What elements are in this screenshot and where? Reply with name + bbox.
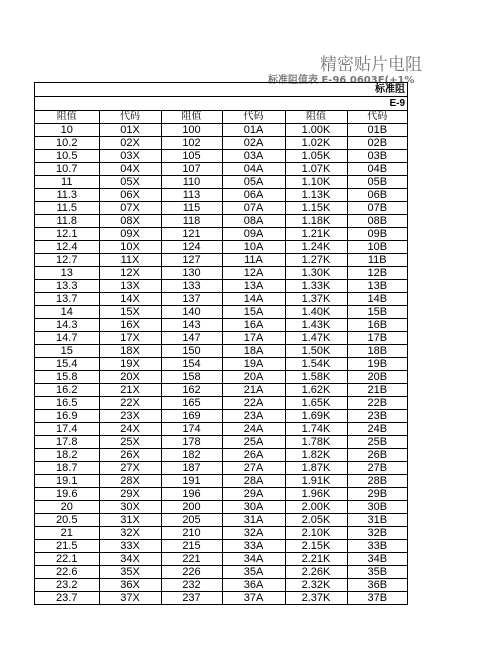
resistance-value-cell[interactable]: 11.5 xyxy=(35,202,99,215)
code-cell[interactable]: 12A xyxy=(222,267,285,280)
table-row xyxy=(35,267,407,280)
table-row xyxy=(35,423,407,436)
code-cell[interactable]: 14B xyxy=(347,293,407,306)
resistance-value-cell[interactable]: 200 xyxy=(161,501,222,514)
table-row xyxy=(35,293,407,306)
resistance-value-cell[interactable]: 143 xyxy=(161,319,222,332)
resistance-value-cell[interactable]: 232 xyxy=(161,579,222,592)
code-cell[interactable]: 09X xyxy=(99,228,161,241)
code-cell[interactable]: 10X xyxy=(99,241,161,254)
code-cell[interactable]: 01A xyxy=(222,124,285,137)
resistance-value-cell[interactable]: 1.37K xyxy=(285,293,347,306)
resistance-value-cell[interactable]: 107 xyxy=(161,163,222,176)
code-cell[interactable]: 25B xyxy=(347,436,407,449)
resistance-value-cell[interactable]: 1.58K xyxy=(285,371,347,384)
table-row xyxy=(35,137,407,150)
resistor-sheet xyxy=(34,82,408,605)
code-cell[interactable]: 18B xyxy=(347,345,407,358)
resistance-value-cell[interactable]: 1.74K xyxy=(285,423,347,436)
code-cell[interactable]: 20X xyxy=(99,371,161,384)
code-cell[interactable]: 12B xyxy=(347,267,407,280)
header-cell[interactable]: 代码 xyxy=(99,111,161,124)
resistance-value-cell[interactable]: 169 xyxy=(161,410,222,423)
table-row xyxy=(35,332,407,345)
resistance-value-cell[interactable]: 10 xyxy=(35,124,99,137)
resistance-value-cell[interactable]: 165 xyxy=(161,397,222,410)
resistance-value-cell[interactable]: 11.8 xyxy=(35,215,99,228)
code-cell[interactable]: 19X xyxy=(99,358,161,371)
code-cell[interactable]: 28B xyxy=(347,475,407,488)
resistance-value-cell[interactable]: 2.15K xyxy=(285,540,347,553)
resistance-value-cell[interactable]: 1.69K xyxy=(285,410,347,423)
resistance-value-cell[interactable]: 215 xyxy=(161,540,222,553)
code-cell[interactable]: 36A xyxy=(222,579,285,592)
table-row xyxy=(35,280,407,293)
resistance-value-cell[interactable]: 16.2 xyxy=(35,384,99,397)
code-cell[interactable]: 30B xyxy=(347,501,407,514)
code-cell[interactable]: 14X xyxy=(99,293,161,306)
code-cell[interactable]: 30X xyxy=(99,501,161,514)
table-row xyxy=(35,189,407,202)
resistance-value-cell[interactable]: 2.37K xyxy=(285,592,347,605)
resistance-value-cell[interactable]: 133 xyxy=(161,280,222,293)
resistance-value-cell[interactable]: 100 xyxy=(161,124,222,137)
resistance-value-cell[interactable]: 1.02K xyxy=(285,137,347,150)
code-cell[interactable]: 09A xyxy=(222,228,285,241)
table-row xyxy=(35,579,407,592)
resistance-value-cell[interactable]: 221 xyxy=(161,553,222,566)
resistance-value-cell[interactable]: 191 xyxy=(161,475,222,488)
code-cell[interactable]: 07A xyxy=(222,202,285,215)
resistance-value-cell[interactable]: 105 xyxy=(161,150,222,163)
resistance-value-cell[interactable]: 1.91K xyxy=(285,475,347,488)
resistance-value-cell[interactable]: 1.50K xyxy=(285,345,347,358)
code-cell[interactable]: 08B xyxy=(347,215,407,228)
resistance-value-cell[interactable]: 23.2 xyxy=(35,579,99,592)
resistance-value-cell[interactable]: 13.7 xyxy=(35,293,99,306)
code-cell[interactable]: 23A xyxy=(222,410,285,423)
code-cell[interactable]: 33X xyxy=(99,540,161,553)
resistance-value-cell[interactable]: 140 xyxy=(161,306,222,319)
code-cell[interactable]: 01X xyxy=(99,124,161,137)
resistance-value-cell[interactable]: 22.1 xyxy=(35,553,99,566)
resistance-value-cell[interactable]: 158 xyxy=(161,371,222,384)
code-cell[interactable]: 18A xyxy=(222,345,285,358)
code-cell[interactable]: 10B xyxy=(347,241,407,254)
code-cell[interactable]: 33B xyxy=(347,540,407,553)
code-cell[interactable]: 21B xyxy=(347,384,407,397)
code-cell[interactable]: 15B xyxy=(347,306,407,319)
resistance-value-cell[interactable]: 12.7 xyxy=(35,254,99,267)
resistance-value-cell[interactable]: 10.5 xyxy=(35,150,99,163)
resistance-value-cell[interactable]: 237 xyxy=(161,592,222,605)
table-row xyxy=(35,488,407,501)
resistance-value-cell[interactable]: 1.87K xyxy=(285,462,347,475)
code-cell[interactable]: 32B xyxy=(347,527,407,540)
code-cell[interactable]: 13B xyxy=(347,280,407,293)
code-cell[interactable]: 02B xyxy=(347,137,407,150)
resistance-value-cell[interactable]: 21.5 xyxy=(35,540,99,553)
code-cell[interactable]: 37X xyxy=(99,592,161,605)
resistance-value-cell[interactable]: 121 xyxy=(161,228,222,241)
resistance-value-cell[interactable]: 23.7 xyxy=(35,592,99,605)
table-row xyxy=(35,124,407,137)
resistance-value-cell[interactable]: 127 xyxy=(161,254,222,267)
code-cell[interactable]: 19B xyxy=(347,358,407,371)
code-cell[interactable]: 03X xyxy=(99,150,161,163)
resistance-value-cell[interactable]: 11.3 xyxy=(35,189,99,202)
table-row xyxy=(35,449,407,462)
code-cell[interactable]: 04A xyxy=(222,163,285,176)
table-row xyxy=(35,202,407,215)
code-cell[interactable]: 35B xyxy=(347,566,407,579)
resistance-value-cell[interactable]: 196 xyxy=(161,488,222,501)
resistance-value-cell[interactable]: 1.30K xyxy=(285,267,347,280)
code-cell[interactable]: 37B xyxy=(347,592,407,605)
resistance-value-cell[interactable]: 1.47K xyxy=(285,332,347,345)
code-cell[interactable]: 15X xyxy=(99,306,161,319)
resistance-value-cell[interactable]: 2.26K xyxy=(285,566,347,579)
table-row xyxy=(35,150,407,163)
code-cell[interactable]: 26X xyxy=(99,449,161,462)
resistance-value-cell[interactable]: 1.21K xyxy=(285,228,347,241)
code-cell[interactable]: 01B xyxy=(347,124,407,137)
resistance-value-cell[interactable]: 1.27K xyxy=(285,254,347,267)
code-cell[interactable]: 02X xyxy=(99,137,161,150)
page-title: 精密贴片电阻 xyxy=(320,55,422,75)
code-cell[interactable]: 31B xyxy=(347,514,407,527)
resistance-value-cell[interactable]: 14.7 xyxy=(35,332,99,345)
resistance-value-cell[interactable]: 1.96K xyxy=(285,488,347,501)
code-cell[interactable]: 10A xyxy=(222,241,285,254)
resistance-value-cell[interactable]: 174 xyxy=(161,423,222,436)
section-band-standard[interactable]: 标准阻 xyxy=(35,83,407,97)
code-cell[interactable]: 15A xyxy=(222,306,285,319)
code-cell[interactable]: 06B xyxy=(347,189,407,202)
resistance-value-cell[interactable]: 110 xyxy=(161,176,222,189)
code-cell[interactable]: 08X xyxy=(99,215,161,228)
resistance-value-cell[interactable]: 1.40K xyxy=(285,306,347,319)
table-row xyxy=(35,306,407,319)
resistance-value-cell[interactable]: 1.65K xyxy=(285,397,347,410)
code-cell[interactable]: 29A xyxy=(222,488,285,501)
resistance-value-cell[interactable]: 154 xyxy=(161,358,222,371)
code-cell[interactable]: 29B xyxy=(347,488,407,501)
code-cell[interactable]: 16X xyxy=(99,319,161,332)
resistance-value-cell[interactable]: 12.1 xyxy=(35,228,99,241)
code-cell[interactable]: 05A xyxy=(222,176,285,189)
code-cell[interactable]: 19A xyxy=(222,358,285,371)
table-row xyxy=(35,254,407,267)
resistance-value-cell[interactable]: 2.00K xyxy=(285,501,347,514)
code-cell[interactable]: 26B xyxy=(347,449,407,462)
resistance-value-cell[interactable]: 210 xyxy=(161,527,222,540)
resistance-value-cell[interactable]: 12.4 xyxy=(35,241,99,254)
code-cell[interactable]: 13X xyxy=(99,280,161,293)
resistance-value-cell[interactable]: 1.33K xyxy=(285,280,347,293)
code-cell[interactable]: 24X xyxy=(99,423,161,436)
resistance-value-cell[interactable]: 1.00K xyxy=(285,124,347,137)
resistance-value-cell[interactable]: 102 xyxy=(161,137,222,150)
section-band-series[interactable]: E-9 xyxy=(35,97,407,111)
resistance-value-cell[interactable]: 226 xyxy=(161,566,222,579)
table-row xyxy=(35,176,407,189)
table-header-row xyxy=(35,111,407,124)
resistance-value-cell[interactable]: 130 xyxy=(161,267,222,280)
resistance-value-cell[interactable]: 22.6 xyxy=(35,566,99,579)
resistance-value-cell[interactable]: 17.4 xyxy=(35,423,99,436)
table-row xyxy=(35,371,407,384)
code-cell[interactable]: 34B xyxy=(347,553,407,566)
resistance-value-cell[interactable]: 14 xyxy=(35,306,99,319)
code-cell[interactable]: 20A xyxy=(222,371,285,384)
code-cell[interactable]: 11X xyxy=(99,254,161,267)
code-cell[interactable]: 03B xyxy=(347,150,407,163)
resistance-value-cell[interactable]: 2.10K xyxy=(285,527,347,540)
resistance-value-cell[interactable]: 1.54K xyxy=(285,358,347,371)
code-cell[interactable]: 02A xyxy=(222,137,285,150)
resistance-value-cell[interactable]: 137 xyxy=(161,293,222,306)
code-cell[interactable]: 21A xyxy=(222,384,285,397)
resistance-value-cell[interactable]: 2.32K xyxy=(285,579,347,592)
resistance-value-cell[interactable]: 118 xyxy=(161,215,222,228)
table-row xyxy=(35,566,407,579)
code-cell[interactable]: 11A xyxy=(222,254,285,267)
code-cell[interactable]: 13A xyxy=(222,280,285,293)
table-row xyxy=(35,475,407,488)
code-cell[interactable]: 16A xyxy=(222,319,285,332)
resistance-value-cell[interactable]: 13.3 xyxy=(35,280,99,293)
table-row xyxy=(35,553,407,566)
resistance-value-cell[interactable]: 1.82K xyxy=(285,449,347,462)
code-cell[interactable]: 17A xyxy=(222,332,285,345)
resistance-value-cell[interactable]: 1.15K xyxy=(285,202,347,215)
page-subtitle: 标准阻值表 E-96 0603F(+1% xyxy=(268,75,415,86)
code-cell[interactable]: 05X xyxy=(99,176,161,189)
table-row xyxy=(35,384,407,397)
resistance-value-cell[interactable]: 19.1 xyxy=(35,475,99,488)
header-cell[interactable]: 代码 xyxy=(222,111,285,124)
code-cell[interactable]: 27X xyxy=(99,462,161,475)
resistance-value-cell[interactable]: 18.2 xyxy=(35,449,99,462)
resistance-value-cell[interactable]: 150 xyxy=(161,345,222,358)
table-row xyxy=(35,163,407,176)
resistance-value-cell[interactable]: 11 xyxy=(35,176,99,189)
resistance-value-cell[interactable]: 1.62K xyxy=(285,384,347,397)
code-cell[interactable]: 28A xyxy=(222,475,285,488)
header-cell[interactable]: 阻值 xyxy=(285,111,347,124)
code-cell[interactable]: 23X xyxy=(99,410,161,423)
code-cell[interactable]: 22X xyxy=(99,397,161,410)
code-cell[interactable]: 06X xyxy=(99,189,161,202)
resistance-value-cell[interactable]: 16.5 xyxy=(35,397,99,410)
resistance-value-cell[interactable]: 17.8 xyxy=(35,436,99,449)
resistance-value-cell[interactable]: 1.24K xyxy=(285,241,347,254)
code-cell[interactable]: 17X xyxy=(99,332,161,345)
resistance-value-cell[interactable]: 16.9 xyxy=(35,410,99,423)
resistance-value-cell[interactable]: 15.4 xyxy=(35,358,99,371)
resistance-value-cell[interactable]: 147 xyxy=(161,332,222,345)
code-cell[interactable]: 32X xyxy=(99,527,161,540)
table-row xyxy=(35,397,407,410)
code-cell[interactable]: 17B xyxy=(347,332,407,345)
code-cell[interactable]: 25X xyxy=(99,436,161,449)
code-cell[interactable]: 36X xyxy=(99,579,161,592)
resistance-value-cell[interactable]: 1.78K xyxy=(285,436,347,449)
resistance-value-cell[interactable]: 187 xyxy=(161,462,222,475)
code-cell[interactable]: 30A xyxy=(222,501,285,514)
table-row xyxy=(35,410,407,423)
code-cell[interactable]: 09B xyxy=(347,228,407,241)
code-cell[interactable]: 22A xyxy=(222,397,285,410)
resistance-value-cell[interactable]: 10.2 xyxy=(35,137,99,150)
code-cell[interactable]: 27A xyxy=(222,462,285,475)
code-cell[interactable]: 18X xyxy=(99,345,161,358)
code-cell[interactable]: 16B xyxy=(347,319,407,332)
code-cell[interactable]: 37A xyxy=(222,592,285,605)
table-row xyxy=(35,514,407,527)
resistance-value-cell[interactable]: 182 xyxy=(161,449,222,462)
code-cell[interactable]: 35A xyxy=(222,566,285,579)
code-cell[interactable]: 27B xyxy=(347,462,407,475)
table-row xyxy=(35,319,407,332)
resistance-value-cell[interactable]: 2.05K xyxy=(285,514,347,527)
code-cell[interactable]: 31A xyxy=(222,514,285,527)
code-cell[interactable]: 03A xyxy=(222,150,285,163)
resistance-value-cell[interactable]: 1.13K xyxy=(285,189,347,202)
table-row xyxy=(35,215,407,228)
resistance-value-cell[interactable]: 124 xyxy=(161,241,222,254)
header-cell[interactable]: 阻值 xyxy=(161,111,222,124)
code-cell[interactable]: 14A xyxy=(222,293,285,306)
table-row xyxy=(35,540,407,553)
resistance-value-cell[interactable]: 15 xyxy=(35,345,99,358)
resistance-value-cell[interactable]: 15.8 xyxy=(35,371,99,384)
table-row xyxy=(35,592,407,605)
code-cell[interactable]: 26A xyxy=(222,449,285,462)
resistance-value-cell[interactable]: 14.3 xyxy=(35,319,99,332)
code-cell[interactable]: 24A xyxy=(222,423,285,436)
resistance-value-cell[interactable]: 113 xyxy=(161,189,222,202)
table-row xyxy=(35,345,407,358)
code-cell[interactable]: 07B xyxy=(347,202,407,215)
code-cell[interactable]: 36B xyxy=(347,579,407,592)
code-cell[interactable]: 34X xyxy=(99,553,161,566)
code-cell[interactable]: 29X xyxy=(99,488,161,501)
code-cell[interactable]: 32A xyxy=(222,527,285,540)
table-body xyxy=(35,124,407,605)
resistance-value-cell[interactable]: 19.6 xyxy=(35,488,99,501)
resistance-value-cell[interactable]: 18.7 xyxy=(35,462,99,475)
resistance-value-cell[interactable]: 20 xyxy=(35,501,99,514)
code-cell[interactable]: 23B xyxy=(347,410,407,423)
code-cell[interactable]: 11B xyxy=(347,254,407,267)
resistance-value-cell[interactable]: 162 xyxy=(161,384,222,397)
table-row xyxy=(35,436,407,449)
code-cell[interactable]: 35X xyxy=(99,566,161,579)
resistance-value-cell[interactable]: 1.10K xyxy=(285,176,347,189)
resistance-value-cell[interactable]: 13 xyxy=(35,267,99,280)
header-cell[interactable]: 阻值 xyxy=(35,111,99,124)
header-cell[interactable]: 代码 xyxy=(347,111,407,124)
code-cell[interactable]: 24B xyxy=(347,423,407,436)
code-cell[interactable]: 08A xyxy=(222,215,285,228)
code-cell[interactable]: 33A xyxy=(222,540,285,553)
resistance-value-cell[interactable]: 2.21K xyxy=(285,553,347,566)
table-row xyxy=(35,228,407,241)
resistance-value-cell[interactable]: 10.7 xyxy=(35,163,99,176)
table-row xyxy=(35,358,407,371)
code-cell[interactable]: 20B xyxy=(347,371,407,384)
table-row xyxy=(35,527,407,540)
code-cell[interactable]: 05B xyxy=(347,176,407,189)
table-row xyxy=(35,462,407,475)
code-cell[interactable]: 31X xyxy=(99,514,161,527)
resistance-value-cell[interactable]: 1.05K xyxy=(285,150,347,163)
resistance-value-cell[interactable]: 1.07K xyxy=(285,163,347,176)
code-cell[interactable]: 06A xyxy=(222,189,285,202)
resistance-value-cell[interactable]: 20.5 xyxy=(35,514,99,527)
code-cell[interactable]: 25A xyxy=(222,436,285,449)
resistance-value-cell[interactable]: 205 xyxy=(161,514,222,527)
table-row xyxy=(35,501,407,514)
code-cell[interactable]: 21X xyxy=(99,384,161,397)
table-row xyxy=(35,241,407,254)
code-cell[interactable]: 04X xyxy=(99,163,161,176)
code-cell[interactable]: 04B xyxy=(347,163,407,176)
code-cell[interactable]: 34A xyxy=(222,553,285,566)
code-cell[interactable]: 07X xyxy=(99,202,161,215)
code-cell[interactable]: 22B xyxy=(347,397,407,410)
resistance-value-cell[interactable]: 178 xyxy=(161,436,222,449)
resistance-value-cell[interactable]: 21 xyxy=(35,527,99,540)
code-cell[interactable]: 28X xyxy=(99,475,161,488)
resistor-table xyxy=(35,111,407,605)
resistance-value-cell[interactable]: 1.43K xyxy=(285,319,347,332)
code-cell[interactable]: 12X xyxy=(99,267,161,280)
resistance-value-cell[interactable]: 1.18K xyxy=(285,215,347,228)
resistance-value-cell[interactable]: 115 xyxy=(161,202,222,215)
